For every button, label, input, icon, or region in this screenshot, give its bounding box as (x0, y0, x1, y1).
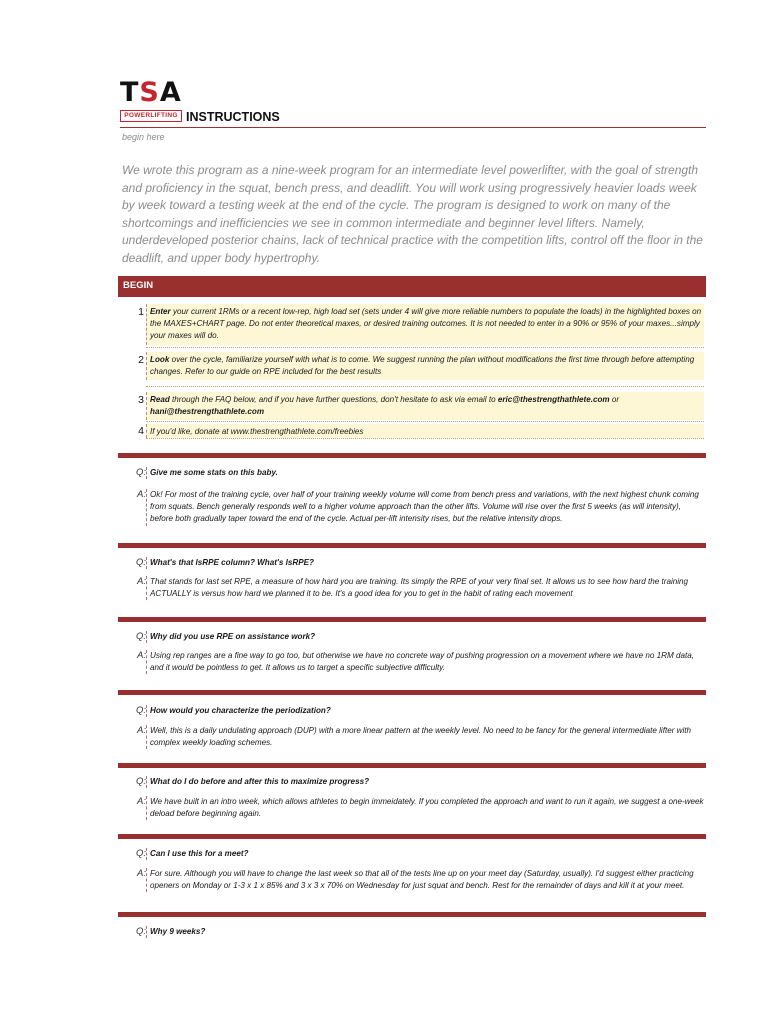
faq-question: Can I use this for a meet? (146, 848, 706, 860)
step-text: Enter your current 1RMs or a recent low-rep, high load set (sets under 4 will give more reliable numbers to populate the loads) in the highlighted boxes on the MAXES+CHART page. Do not enter theoretical maxes, or desired training outcomes. It is not needed to enter in a 90% or 95% of your maxes...simply your maxes will do. (146, 304, 704, 345)
faq-question: What do I do before and after this to maximize progress? (146, 776, 706, 788)
step-number: 3 (138, 394, 144, 406)
faq-divider (118, 543, 706, 548)
question-label: Q: (135, 631, 146, 642)
answer-label: A: (137, 868, 146, 879)
step-number: 1 (138, 306, 144, 318)
answer-label: A: (137, 796, 146, 807)
page-title: INSTRUCTIONS (186, 110, 280, 124)
step-divider (146, 347, 704, 348)
faq-answer: We have built in an intro week, which allows athletes to begin immeidately. If you completed the approach and want to run it again, we suggest a one-week deload before beginning again. (146, 796, 706, 820)
answer-label: A: (137, 576, 146, 587)
step-text: Read through the FAQ below, and if you have further questions, don't hesitate to ask via email to eric@thestrengthathlete.com or hani@thestrengthathlete.com (146, 392, 704, 420)
faq-question: Why 9 weeks? (146, 926, 706, 938)
step-number: 2 (138, 354, 144, 366)
email-link[interactable]: hani@thestrengthathlete.com (150, 407, 265, 417)
faq-answer: Using rep ranges are a fine way to go too, but otherwise we have no concrete way of pushing progression on a movement where we have no 1RM data, and it would be pointless to get. It allows us to target a specific subjective difficulty. (146, 650, 706, 674)
faq-divider (118, 912, 706, 917)
faq-question: Give me some stats on this baby. (146, 467, 706, 479)
faq-answer: For sure. Although you will have to change the last week so that all of the tests line up on your meet day (Saturday, usually). I'd suggest either practicing openers on Monday or 1-3 x 1 x 85% and 3 x 3 x 70% on Wednesday for just squat and bench. Rest for the remainder of days and kill it at your meet. (146, 868, 706, 892)
question-label: Q: (135, 467, 146, 478)
logo-letters: TSA (120, 77, 182, 108)
header-divider (120, 127, 706, 128)
step-text: Look over the cycle, familiarize yourself with what is to come. We suggest running the plan without modifications the first time through before attempting changes. Refer to our guide on RPE included for the best results (146, 352, 704, 380)
faq-divider (118, 453, 706, 458)
answer-label: A: (137, 650, 146, 661)
step-divider (146, 421, 704, 422)
answer-label: A: (137, 489, 146, 500)
faq-answer: Ok! For most of the training cycle, over half of your training weekly volume will come from bench press and variations, with the next highest chunk coming from squats. Bench generally responds well to a higher volume approach than the other lifts. Volume will rise over the first 5 weeks (as will intensity), before both gradually taper toward the end of the cycle. Actual per-lift intensity rises, but the relative intensity drops. (146, 489, 706, 526)
logo-subtitle: POWERLIFTING (120, 110, 182, 122)
begin-section-label: BEGIN (123, 280, 154, 291)
faq-question: How would you characterize the periodization? (146, 705, 706, 717)
faq-divider (118, 763, 706, 768)
faq-answer: That stands for last set RPE, a measure of how hard you are training. Its simply the RPE of your very final set. It allows us to see how hard the training ACTUALLY is versus how hard we planned it to be. It's a good idea for you to get in the habit of rating each movement (146, 576, 706, 600)
tsa-logo (120, 78, 184, 124)
step-divider (146, 386, 704, 387)
question-label: Q: (135, 848, 146, 859)
steps-list (118, 300, 706, 439)
step-number: 4 (138, 425, 144, 437)
question-label: Q: (135, 557, 146, 568)
begin-here-label: begin here (122, 132, 165, 142)
step-divider (146, 438, 704, 439)
faq-divider (118, 834, 706, 839)
email-link[interactable]: eric@thestrengthathlete.com (497, 395, 610, 404)
begin-section-bar (118, 276, 706, 297)
faq-divider (118, 617, 706, 622)
question-label: Q: (135, 776, 146, 787)
faq-question: What's that lsRPE column? What's lsRPE? (146, 557, 706, 569)
step-text: If you'd like, donate at www.thestrengthathlete.com/freebies (146, 424, 704, 438)
faq-answer: Well, this is a daily undulating approach (DUP) with a more linear pattern at the weekly level. No need to be fancy for the general intermediate lifter with complex weekly loading schemes. (146, 725, 706, 749)
faq-divider (118, 690, 706, 695)
question-label: Q: (135, 926, 146, 937)
intro-paragraph: We wrote this program as a nine-week program for an intermediate level powerlifter, with the goal of strength and proficiency in the squat, bench press, and deadlift. You will work using progressively heavier loads week by week toward a testing week at the end of the cycle. The program is designed to work on many of the shortcomings and inefficiencies we see in common intermediate and beginner level lifters. Namely, underdeveloped posterior chains, lack of technical practice with the competition lifts, control off the floor in the deadlift, and upper body hypertrophy. (122, 163, 703, 265)
faq-question: Why did you use RPE on assistance work? (146, 631, 706, 643)
question-label: Q: (135, 705, 146, 716)
answer-label: A: (137, 725, 146, 736)
